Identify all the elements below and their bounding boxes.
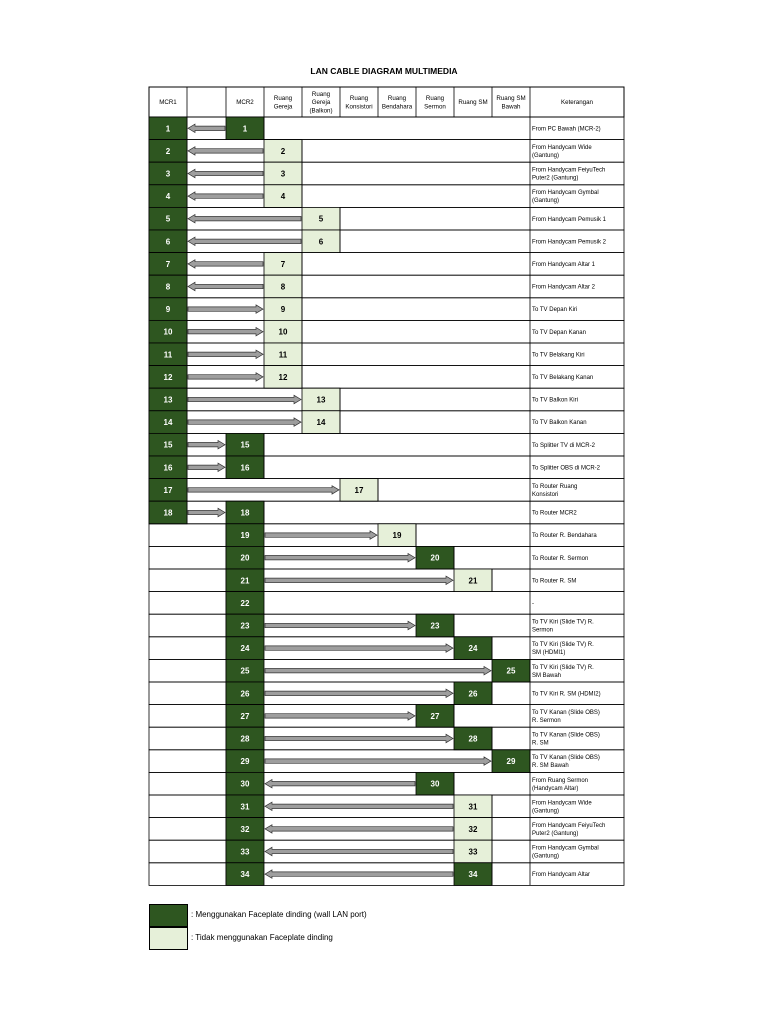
- keterangan-text: From Handycam Wide: [532, 800, 592, 807]
- destination-port-number: 27: [430, 711, 440, 721]
- arrow-left: [265, 870, 453, 878]
- origin-port-number: 11: [163, 350, 173, 360]
- destination-port-number: 26: [468, 689, 478, 699]
- column-header-bendahara: Ruang: [387, 95, 407, 103]
- legend-swatch-no-faceplate: [149, 927, 188, 950]
- destination-port-number: 1: [242, 124, 248, 134]
- arrow-right: [265, 531, 377, 539]
- header-row: [149, 87, 624, 117]
- destination-port-number: 34: [468, 870, 478, 880]
- keterangan-text: To Router R. Bendahara: [532, 533, 597, 540]
- destination-port-number: 20: [430, 553, 440, 563]
- origin-port-number: 19: [240, 531, 250, 541]
- origin-port-number: 15: [163, 440, 173, 450]
- keterangan-text: R. SM: [532, 740, 549, 747]
- origin-port-number: 33: [240, 847, 250, 857]
- origin-port-number: 2: [165, 146, 171, 156]
- destination-port-number: 7: [280, 259, 286, 269]
- keterangan-text: To Router R. SM: [532, 578, 577, 585]
- keterangan-text: To TV Kanan (Slide OBS): [532, 710, 600, 716]
- keterangan-text: To TV Balkon Kiri: [532, 397, 578, 404]
- origin-port-number: 1: [165, 124, 171, 134]
- keterangan-text: Konsistori: [532, 492, 559, 498]
- origin-port-number: 29: [240, 757, 250, 767]
- arrow-right: [265, 576, 453, 584]
- arrow-right: [265, 757, 491, 765]
- origin-port-number: 8: [165, 282, 171, 292]
- arrow-right: [265, 621, 415, 629]
- origin-port-number: 7: [165, 259, 171, 269]
- arrow-right: [188, 350, 263, 358]
- arrow-right: [188, 418, 301, 426]
- arrow-left: [265, 825, 453, 833]
- keterangan-text: From Ruang Sermon: [532, 777, 589, 784]
- arrow-right: [265, 644, 453, 652]
- origin-port-number: 22: [240, 598, 250, 608]
- keterangan-text: To TV Kiri (Slide TV) R.: [532, 664, 594, 671]
- column-header-mcr1: MCR1: [159, 99, 177, 107]
- destination-port-number: 4: [280, 192, 286, 202]
- arrow-left: [188, 260, 263, 268]
- origin-port-number: 6: [165, 237, 171, 247]
- keterangan-text: To TV Kiri (Slide TV) R.: [532, 619, 594, 626]
- origin-port-number: 3: [165, 169, 171, 179]
- destination-port-number: 13: [316, 395, 326, 405]
- column-header-ket: Keterangan: [561, 99, 593, 107]
- destination-port-number: 33: [468, 847, 478, 857]
- arrow-right: [265, 689, 453, 697]
- keterangan-text: (Gantung): [532, 853, 560, 860]
- keterangan-text: R. Sermon: [532, 718, 561, 724]
- keterangan-text: To TV Kanan (Slide OBS): [532, 755, 600, 762]
- keterangan-text: To TV Kanan (Slide OBS): [532, 732, 600, 739]
- keterangan-text: To Splitter TV di MCR-2: [532, 442, 595, 449]
- origin-port-number: 20: [240, 553, 250, 563]
- origin-port-number: 28: [240, 734, 250, 744]
- destination-port-number: 21: [468, 576, 478, 586]
- legend-swatch-faceplate: [149, 904, 188, 927]
- keterangan-text: From Handycam Gymbal: [532, 845, 599, 852]
- arrow-right: [188, 486, 339, 494]
- column-header-gereja: Ruang: [273, 95, 293, 103]
- column-header-balkon: (Balkon): [309, 107, 333, 115]
- destination-port-number: 29: [506, 757, 516, 767]
- keterangan-text: To TV Kiri (Slide TV) R.: [532, 642, 594, 649]
- destination-port-number: 12: [278, 372, 288, 382]
- column-header-balkon: Ruang: [311, 90, 331, 98]
- destination-port-number: 24: [468, 644, 478, 654]
- destination-port-number: 17: [354, 485, 364, 495]
- column-header-balkon: Gereja: [311, 99, 331, 107]
- keterangan-text: -: [532, 601, 534, 607]
- column-header-smbawah: Ruang SM: [496, 95, 526, 103]
- keterangan-text: (Handycam Altar): [532, 785, 579, 792]
- destination-port-number: 23: [430, 621, 440, 631]
- column-header-sermon: Ruang: [425, 95, 445, 103]
- origin-port-number: 26: [240, 689, 250, 699]
- origin-port-number: 4: [165, 192, 171, 202]
- destination-port-number: 14: [316, 418, 326, 428]
- keterangan-text: R. SM Bawah: [532, 763, 569, 770]
- table-row: [149, 592, 624, 615]
- keterangan-text: From Handycam Altar: [532, 872, 591, 879]
- origin-port-number: 10: [163, 327, 173, 337]
- column-header-sm: Ruang SM: [458, 99, 488, 107]
- column-header-konsistori: Konsistori: [345, 103, 373, 111]
- arrow-right: [188, 463, 225, 471]
- destination-port-number: 2: [280, 146, 286, 156]
- keterangan-text: To TV Kiri R. SM (HDMI2): [532, 691, 601, 698]
- destination-port-number: 30: [430, 779, 440, 789]
- legend-label-faceplate: : Menggunakan Faceplate dinding (wall LAN port): [191, 910, 367, 919]
- arrow-right: [188, 441, 225, 449]
- arrow-right: [188, 373, 263, 381]
- origin-port-number: 25: [240, 666, 250, 676]
- arrow-left: [265, 780, 415, 788]
- keterangan-text: Puter2 (Gantung): [532, 831, 579, 837]
- destination-port-number: 11: [278, 350, 288, 360]
- arrow-right: [188, 305, 263, 313]
- keterangan-text: To TV Depan Kanan: [532, 329, 586, 336]
- keterangan-text: To TV Belakang Kanan: [532, 375, 594, 381]
- origin-port-number: 18: [163, 508, 173, 518]
- origin-port-number: 14: [163, 418, 173, 428]
- destination-port-number: 9: [280, 305, 286, 315]
- keterangan-text: (Gantung): [532, 808, 560, 815]
- arrow-right: [265, 734, 453, 742]
- arrow-left: [188, 237, 301, 245]
- arrow-left: [188, 169, 263, 177]
- arrow-left: [188, 124, 225, 132]
- column-header-mcr2: MCR2: [236, 99, 254, 107]
- keterangan-text: From Handycam FeiyuTech: [532, 823, 606, 829]
- keterangan-text: To TV Depan Kiri: [532, 307, 578, 314]
- destination-port-number: 5: [318, 214, 324, 224]
- origin-port-number: 27: [240, 711, 250, 721]
- origin-port-number: 31: [240, 802, 250, 812]
- destination-port-number: 10: [278, 327, 288, 337]
- origin-port-number: 16: [163, 463, 173, 473]
- arrow-right: [188, 328, 263, 336]
- keterangan-text: (Gantung): [532, 153, 560, 159]
- arrow-right: [265, 712, 415, 720]
- destination-port-number: 3: [280, 169, 286, 179]
- arrow-left: [188, 282, 263, 290]
- origin-port-number: 34: [240, 870, 250, 880]
- destination-port-number: 6: [318, 237, 324, 247]
- column-header-sermon: Sermon: [424, 103, 446, 111]
- keterangan-text: To Router R. Sermon: [532, 555, 589, 562]
- arrow-left: [188, 215, 301, 223]
- keterangan-text: To Splitter OBS di MCR-2: [532, 465, 601, 472]
- keterangan-text: To Router Ruang: [532, 484, 578, 490]
- origin-port-number: 32: [240, 824, 250, 834]
- origin-port-number: 5: [165, 214, 171, 224]
- keterangan-text: From PC Bawah (MCR-2): [532, 126, 601, 133]
- keterangan-text: To TV Balkon Kanan: [532, 420, 587, 427]
- destination-port-number: 8: [280, 282, 286, 292]
- destination-port-number: 18: [240, 508, 250, 518]
- keterangan-text: Puter2 (Gantung): [532, 175, 579, 182]
- keterangan-text: From Handycam Pemusik 2: [532, 239, 607, 246]
- destination-port-number: 32: [468, 824, 478, 834]
- origin-port-number: 9: [165, 305, 171, 315]
- origin-port-number: 13: [163, 395, 173, 405]
- arrow-left: [188, 147, 263, 155]
- column-header-bendahara: Bendahara: [381, 103, 413, 111]
- origin-port-number: 30: [240, 779, 250, 789]
- column-header-gereja: Gereja: [273, 103, 293, 111]
- keterangan-text: From Handycam Altar 1: [532, 262, 596, 268]
- keterangan-text: From Handycam Altar 2: [532, 284, 596, 291]
- diagram-title: LAN CABLE DIAGRAM MULTIMEDIA: [310, 66, 458, 76]
- destination-port-number: 28: [468, 734, 478, 744]
- destination-port-number: 31: [468, 802, 478, 812]
- keterangan-text: From Handycam Wide: [532, 145, 592, 151]
- keterangan-text: From Handycam FeiyuTech: [532, 167, 606, 174]
- column-header-smbawah: Bawah: [501, 103, 521, 111]
- arrow-right: [265, 667, 491, 675]
- keterangan-text: SM (HDMI1): [532, 650, 566, 657]
- column-header-konsistori: Ruang: [349, 95, 369, 103]
- destination-port-number: 19: [392, 531, 402, 541]
- keterangan-text: From Handycam Pemusik 1: [532, 216, 607, 223]
- destination-port-number: 16: [240, 463, 250, 473]
- keterangan-text: (Gantung): [532, 198, 560, 205]
- arrow-right: [265, 554, 415, 562]
- arrow-left: [265, 802, 453, 810]
- origin-port-number: 17: [163, 485, 173, 495]
- destination-port-number: 25: [506, 666, 516, 676]
- arrow-right: [188, 508, 225, 516]
- keterangan-text: SM Bawah: [532, 672, 562, 679]
- origin-port-number: 21: [240, 576, 250, 586]
- keterangan-text: To TV Belakang Kiri: [532, 352, 585, 359]
- arrow-left: [188, 192, 263, 200]
- arrow-right: [188, 395, 301, 403]
- arrow-left: [265, 847, 453, 855]
- origin-port-number: 24: [240, 644, 250, 654]
- keterangan-text: Sermon: [532, 627, 554, 634]
- origin-port-number: 23: [240, 621, 250, 631]
- origin-port-number: 12: [163, 372, 173, 382]
- keterangan-text: From Handycam Gymbal: [532, 190, 599, 197]
- destination-port-number: 15: [240, 440, 250, 450]
- keterangan-text: To Router MCR2: [532, 510, 577, 517]
- legend-label-no-faceplate: : Tidak menggunakan Faceplate dinding: [191, 933, 333, 942]
